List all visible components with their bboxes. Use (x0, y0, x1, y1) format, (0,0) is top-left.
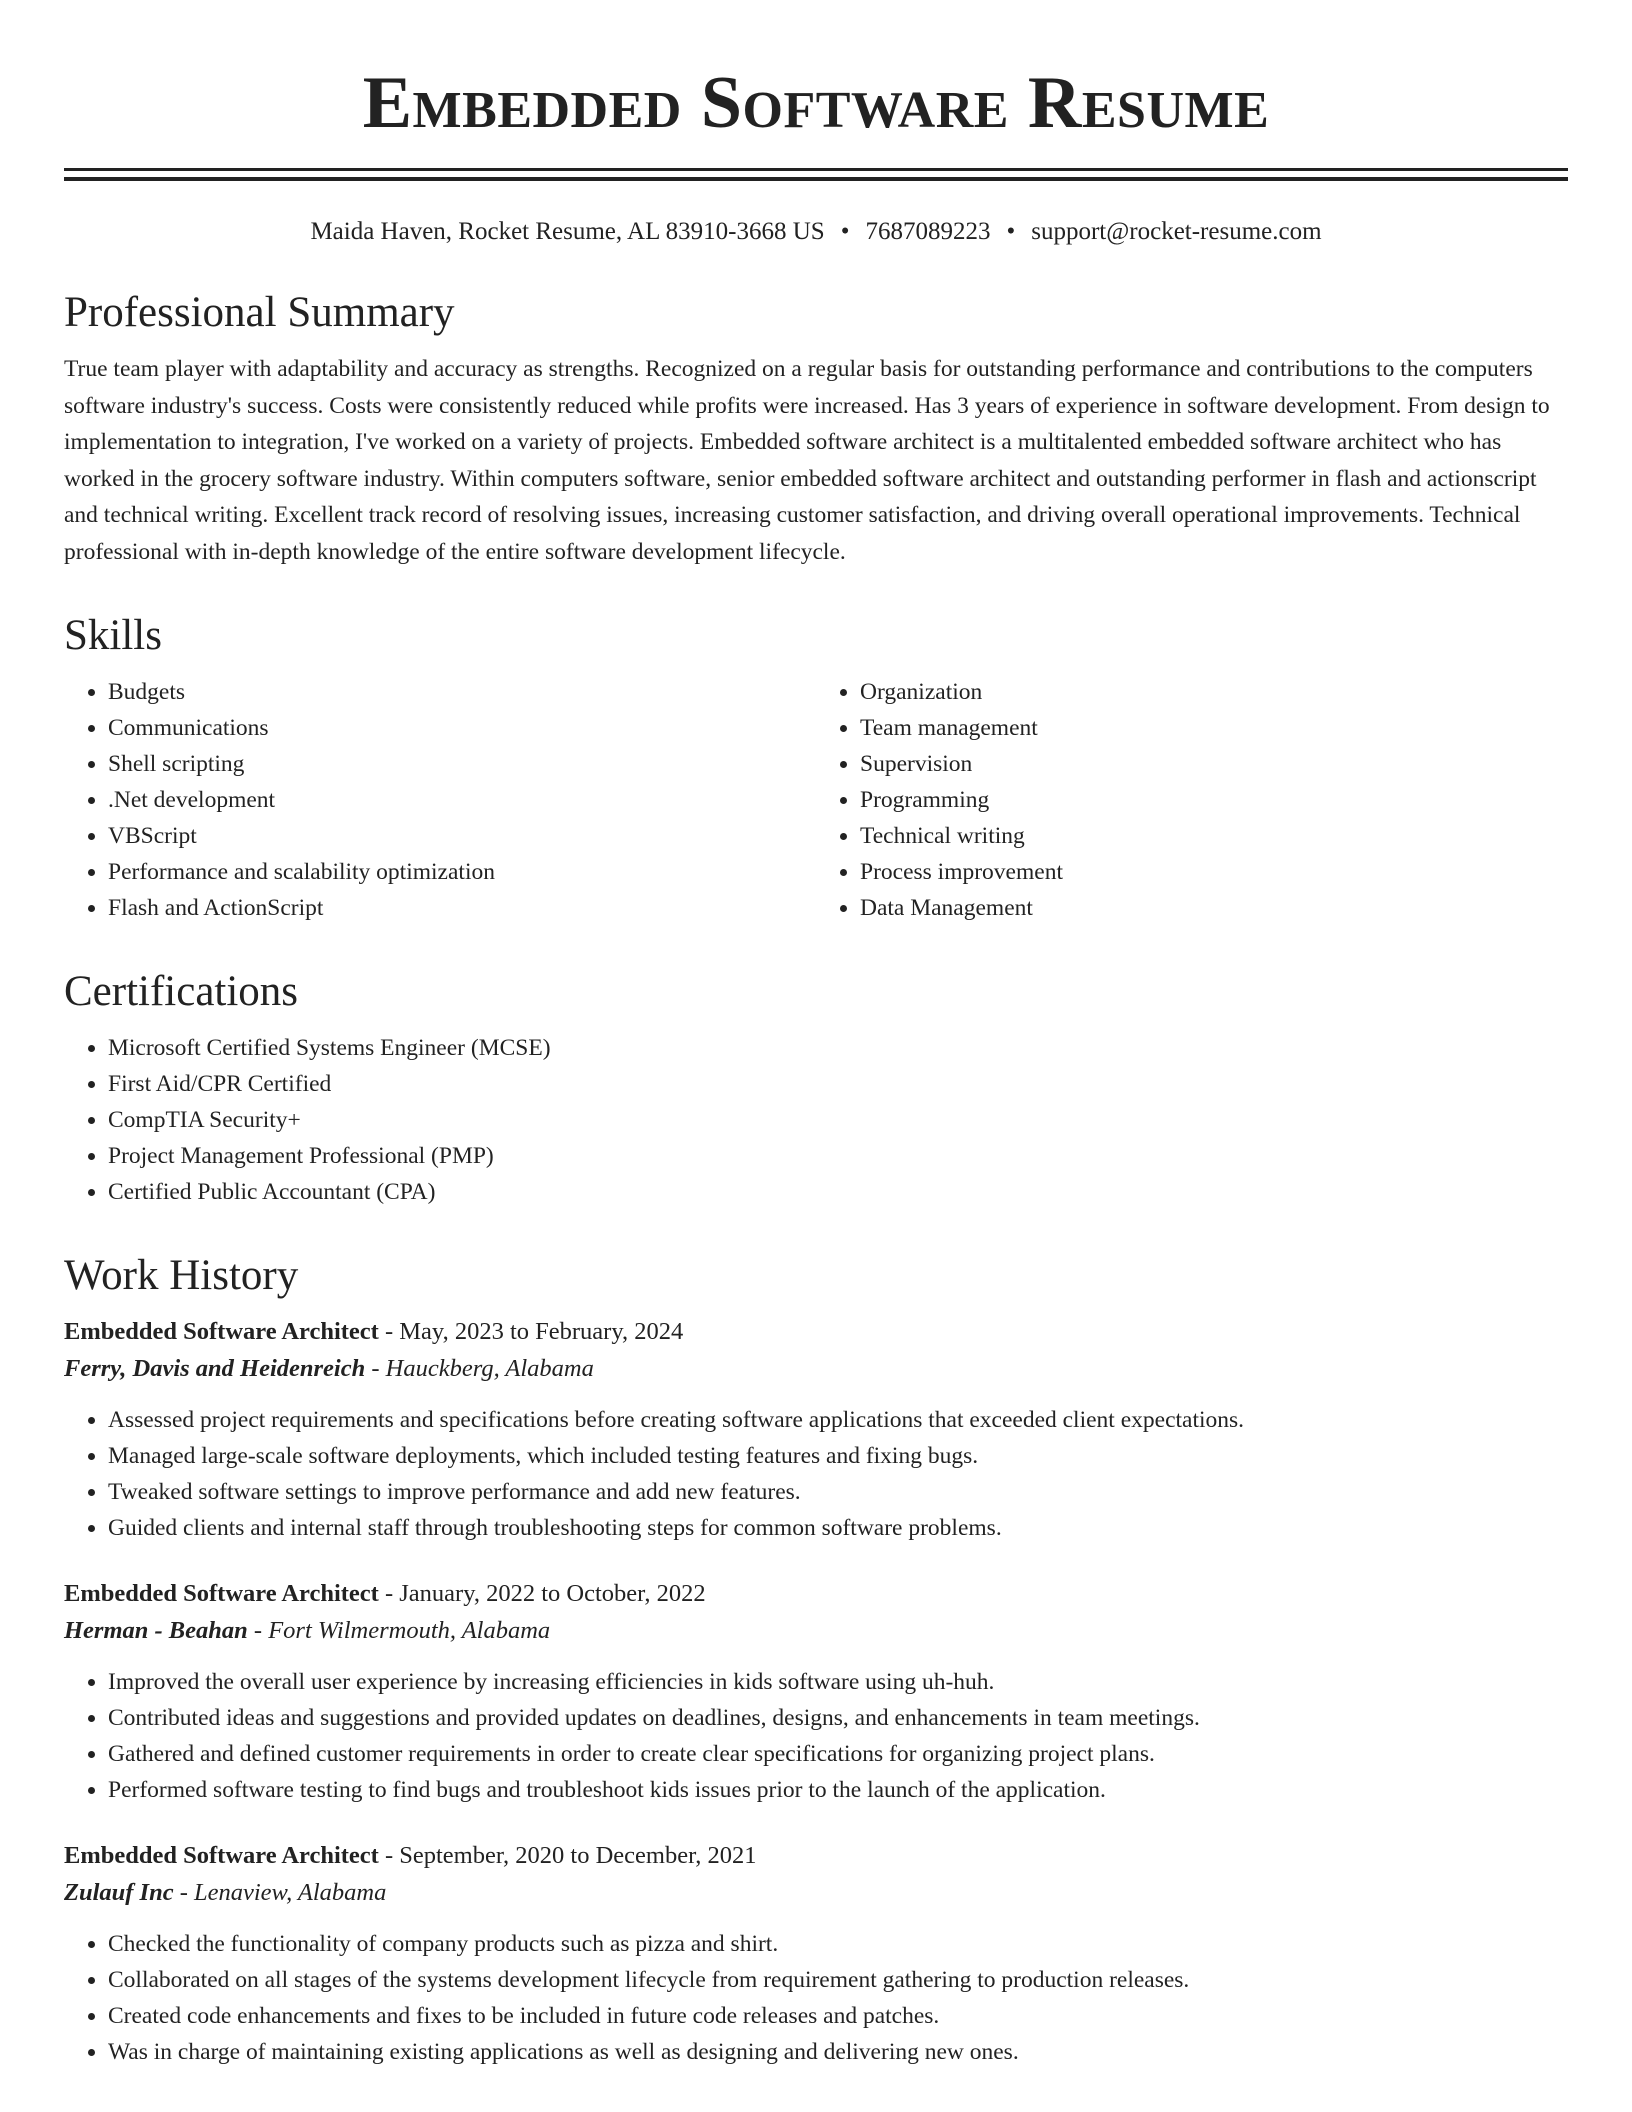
certification-item: • CompTIA Security+ (108, 1102, 1568, 1138)
job-bullet: • Collaborated on all stages of the systems development lifecycle from requirement gathering to production releases. (108, 1962, 1568, 1998)
skill-item: • Communications (108, 710, 816, 746)
skill-item: • Data Management (860, 890, 1568, 926)
job-company: Herman - Beahan (64, 1617, 248, 1644)
resume-title: Embedded Software Resume (362, 62, 1270, 144)
title-rule-top (64, 168, 1568, 171)
certification-item: • Project Management Professional (PMP) (108, 1138, 1568, 1174)
job-location: - Hauckberg, Alabama (365, 1355, 594, 1382)
job-title-line (64, 1838, 1568, 1874)
certifications-heading: Certifications (64, 968, 299, 1015)
job-dates: - May, 2023 to February, 2024 (378, 1318, 684, 1345)
job-bullet: • Checked the functionality of company products such as pizza and shirt. (108, 1926, 1568, 1962)
job-entry (64, 1314, 1568, 1546)
job-company-line (64, 1350, 1568, 1388)
skill-item: • Organization (860, 674, 1568, 710)
skill-item: • Technical writing (860, 818, 1568, 854)
contact-address: Maida Haven, Rocket Resume, AL 83910-3668 US (310, 218, 825, 245)
contact-email: support@rocket-resume.com (1031, 218, 1322, 245)
job-bullet: • Contributed ideas and suggestions and provided updates on deadlines, designs, and enhancements in team meetings. (108, 1700, 1568, 1736)
job-bullet: • Assessed project requirements and specifications before creating software applications that exceeded client expectations. (108, 1402, 1568, 1438)
job-bullet: • Was in charge of maintaining existing applications as well as designing and delivering new ones. (108, 2034, 1568, 2070)
skill-item: • Budgets (108, 674, 816, 710)
skill-item: • Team management (860, 710, 1568, 746)
job-company-line (64, 1612, 1568, 1650)
job-dates: - January, 2022 to October, 2022 (378, 1580, 706, 1607)
job-bullet: • Tweaked software settings to improve performance and add new features. (108, 1474, 1568, 1510)
job-title: Embedded Software Architect (64, 1842, 379, 1869)
job-entry (64, 1576, 1568, 1808)
job-bullets (64, 1664, 1568, 1808)
contact-separator: • (840, 218, 850, 245)
job-bullet: • Guided clients and internal staff through troubleshooting steps for common software problems. (108, 1510, 1568, 1546)
job-bullet: • Performed software testing to find bugs and troubleshoot kids issues prior to the launch of the application. (108, 1772, 1568, 1808)
skills-list-left (64, 674, 816, 926)
summary-text: True team player with adaptability and accuracy as strengths. Recognized on a regular basis for outstanding performance and contributions to the computers software industry's success. Costs were consistently reduced while profits were increased. Has 3 years of experience in software development. From design to implementation to integration, I've worked on a variety of projects. Embedded software architect is a multitalented embedded software architect who has worked in the grocery software industry. Within computers software, senior embedded software architect and outstanding performer in flash and actionscript and technical writing. Excellent track record of resolving issues, increasing customer satisfaction, and driving overall operational improvements. Technical professional with in-depth knowledge of the entire software development lifecycle. (64, 356, 1550, 565)
job-bullet: • Managed large-scale software deployments, which included testing features and fixing bugs. (108, 1438, 1568, 1474)
job-entry (64, 1838, 1568, 2070)
job-title: Embedded Software Architect (64, 1318, 379, 1345)
job-dates: - September, 2020 to December, 2021 (378, 1842, 757, 1869)
skills-list-right (816, 674, 1568, 926)
skill-item: • .Net development (108, 782, 816, 818)
job-title: Embedded Software Architect (64, 1580, 379, 1607)
contact-phone: 7687089223 (865, 218, 991, 245)
job-company: Zulauf Inc (64, 1879, 174, 1906)
job-location: - Fort Wilmermouth, Alabama (247, 1617, 551, 1644)
title-rule-bottom (64, 177, 1568, 181)
skill-item: • VBScript (108, 818, 816, 854)
job-bullet: • Created code enhancements and fixes to be included in future code releases and patches. (108, 1998, 1568, 2034)
summary-heading: Professional Summary (64, 289, 455, 336)
job-title-line (64, 1314, 1568, 1350)
skill-item: • Shell scripting (108, 746, 816, 782)
contact-separator: • (1006, 218, 1016, 245)
skill-item: • Performance and scalability optimization (108, 854, 816, 890)
certification-item: • Certified Public Accountant (CPA) (108, 1174, 1568, 1210)
certifications-list (64, 1030, 1568, 1210)
skill-item: • Programming (860, 782, 1568, 818)
job-location: - Lenaview, Alabama (173, 1879, 387, 1906)
skills-heading: Skills (64, 612, 162, 659)
contact-line (64, 215, 1568, 249)
skills-columns (64, 674, 1568, 926)
work-history-heading: Work History (64, 1252, 299, 1299)
job-bullet: • Improved the overall user experience by increasing efficiencies in kids software using uh-huh. (108, 1664, 1568, 1700)
job-bullets (64, 1402, 1568, 1546)
job-company: Ferry, Davis and Heidenreich (64, 1355, 366, 1382)
job-bullet: • Gathered and defined customer requirements in order to create clear specifications for organizing project plans. (108, 1736, 1568, 1772)
job-title-line (64, 1576, 1568, 1612)
certification-item: • First Aid/CPR Certified (108, 1066, 1568, 1102)
skill-item: • Process improvement (860, 854, 1568, 890)
skill-item: • Flash and ActionScript (108, 890, 816, 926)
job-company-line (64, 1874, 1568, 1912)
job-bullets (64, 1926, 1568, 2070)
certification-item: • Microsoft Certified Systems Engineer (MCSE) (108, 1030, 1568, 1066)
skill-item: • Supervision (860, 746, 1568, 782)
